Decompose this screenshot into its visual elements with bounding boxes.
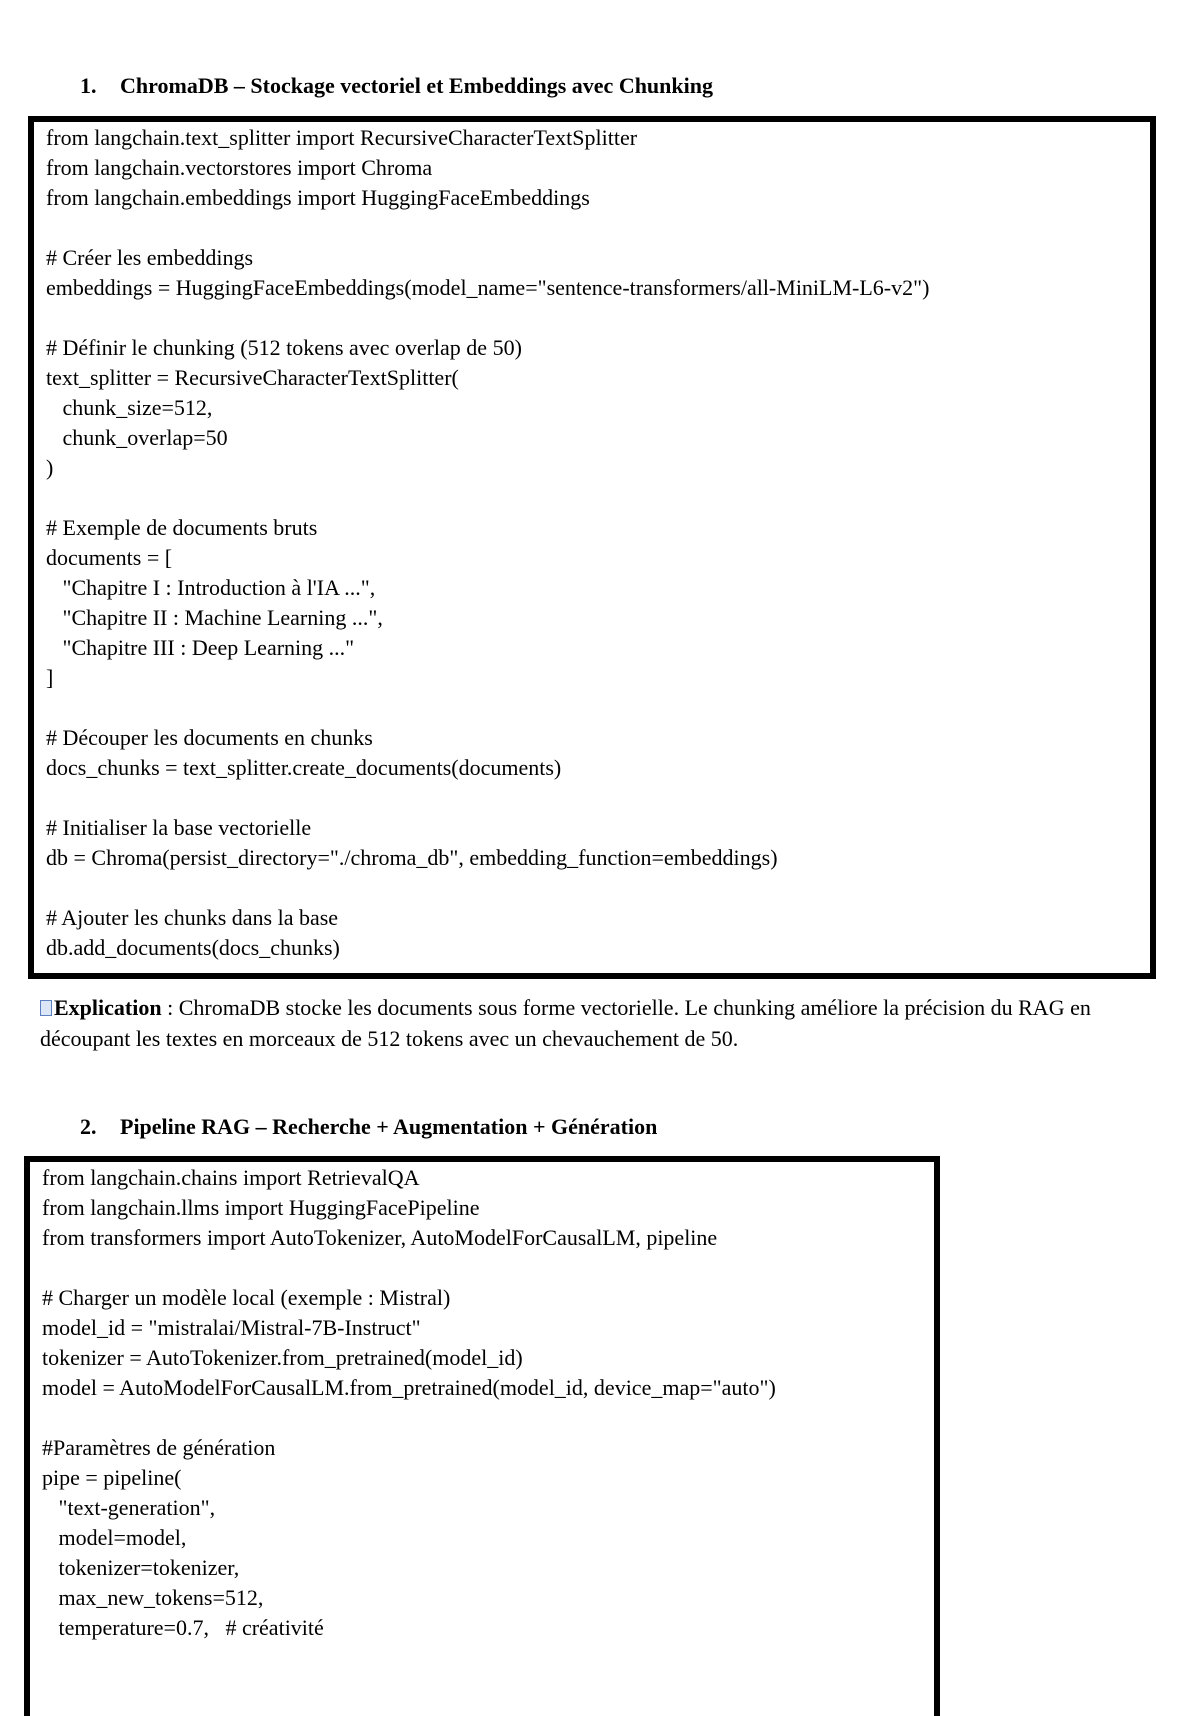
section-1-number: 1.	[80, 73, 97, 98]
rag-code-line	[42, 1253, 934, 1283]
section-1-heading	[80, 73, 713, 99]
chromadb-code-line: from langchain.embeddings import HuggingFaceEmbeddings	[46, 185, 590, 210]
chromadb-code-line: docs_chunks = text_splitter.create_documents(documents)	[46, 755, 562, 780]
rag-code-line: model=model,	[42, 1525, 187, 1550]
chromadb-code-line: "Chapitre II : Machine Learning ...",	[46, 605, 383, 630]
chromadb-code-line: "Chapitre I : Introduction à l'IA ...",	[46, 575, 376, 600]
chromadb-code-line	[46, 303, 1150, 333]
chromadb-code-line: ]	[46, 665, 54, 690]
chromadb-code-line	[46, 693, 1150, 723]
chromadb-code-line: chunk_overlap=50	[46, 425, 228, 450]
chromadb-code-line: # Créer les embeddings	[46, 245, 254, 270]
rag-code-line: from langchain.llms import HuggingFacePipeline	[42, 1195, 480, 1220]
rag-code-line: temperature=0.7, # créativité	[42, 1615, 324, 1640]
chromadb-code-line	[46, 873, 1150, 903]
rag-code-line: tokenizer=tokenizer,	[42, 1555, 240, 1580]
chromadb-code-line: text_splitter = RecursiveCharacterTextSplitter(	[46, 365, 459, 390]
rag-code-line: #Paramètres de génération	[42, 1435, 276, 1460]
chromadb-code-line	[46, 213, 1150, 243]
rag-code-line	[42, 1403, 934, 1433]
chromadb-code-line: db = Chroma(persist_directory="./chroma_db", embedding_function=embeddings)	[46, 845, 778, 870]
anchor-marker-icon	[40, 1000, 52, 1016]
rag-code-line: max_new_tokens=512,	[42, 1585, 264, 1610]
code-block-rag-pipeline	[24, 1156, 940, 1716]
rag-code-line: from langchain.chains import RetrievalQA	[42, 1165, 420, 1190]
chromadb-code-line: from langchain.vectorstores import Chroma	[46, 155, 433, 180]
rag-code-line: tokenizer = AutoTokenizer.from_pretrained(model_id)	[42, 1345, 523, 1370]
chromadb-code-line: # Définir le chunking (512 tokens avec overlap de 50)	[46, 335, 522, 360]
rag-code-line: # Charger un modèle local (exemple : Mistral)	[42, 1285, 451, 1310]
chromadb-code-line: embeddings = HuggingFaceEmbeddings(model_name="sentence-transformers/all-MiniLM-L6-v2")	[46, 275, 930, 300]
chromadb-code-line: db.add_documents(docs_chunks)	[46, 935, 340, 960]
rag-code-line: "text-generation",	[42, 1495, 216, 1520]
explanation-text: : ChromaDB stocke les documents sous forme vectorielle. Le chunking améliore la précision du RAG en découpant les textes en morceaux de 512 tokens avec un chevauchement de 50.	[40, 995, 1091, 1051]
section-2-title: Pipeline RAG – Recherche + Augmentation + Génération	[120, 1114, 658, 1139]
chromadb-code-line	[46, 783, 1150, 813]
rag-code-line: pipe = pipeline(	[42, 1465, 182, 1490]
chromadb-code-line: # Exemple de documents bruts	[46, 515, 318, 540]
chromadb-code-line: # Découper les documents en chunks	[46, 725, 373, 750]
rag-code-line: from transformers import AutoTokenizer, AutoModelForCausalLM, pipeline	[42, 1225, 718, 1250]
explanation-paragraph	[40, 992, 1160, 1054]
code-block-chromadb	[28, 116, 1156, 979]
rag-code-line: model_id = "mistralai/Mistral-7B-Instruct"	[42, 1315, 421, 1340]
chromadb-code-line	[46, 483, 1150, 513]
section-2-heading	[80, 1114, 657, 1140]
chromadb-code-line: documents = [	[46, 545, 173, 570]
chromadb-code-line: "Chapitre III : Deep Learning ..."	[46, 635, 355, 660]
rag-code-line: model = AutoModelForCausalLM.from_pretrained(model_id, device_map="auto")	[42, 1375, 776, 1400]
chromadb-code-line: chunk_size=512,	[46, 395, 213, 420]
section-1-title: ChromaDB – Stockage vectoriel et Embeddings avec Chunking	[120, 73, 713, 98]
chromadb-code-line: )	[46, 455, 54, 480]
explanation-label: Explication	[54, 995, 162, 1020]
chromadb-code-line: # Initialiser la base vectorielle	[46, 815, 312, 840]
section-2-number: 2.	[80, 1114, 97, 1139]
chromadb-code-line: # Ajouter les chunks dans la base	[46, 905, 339, 930]
chromadb-code-line: from langchain.text_splitter import RecursiveCharacterTextSplitter	[46, 125, 638, 150]
